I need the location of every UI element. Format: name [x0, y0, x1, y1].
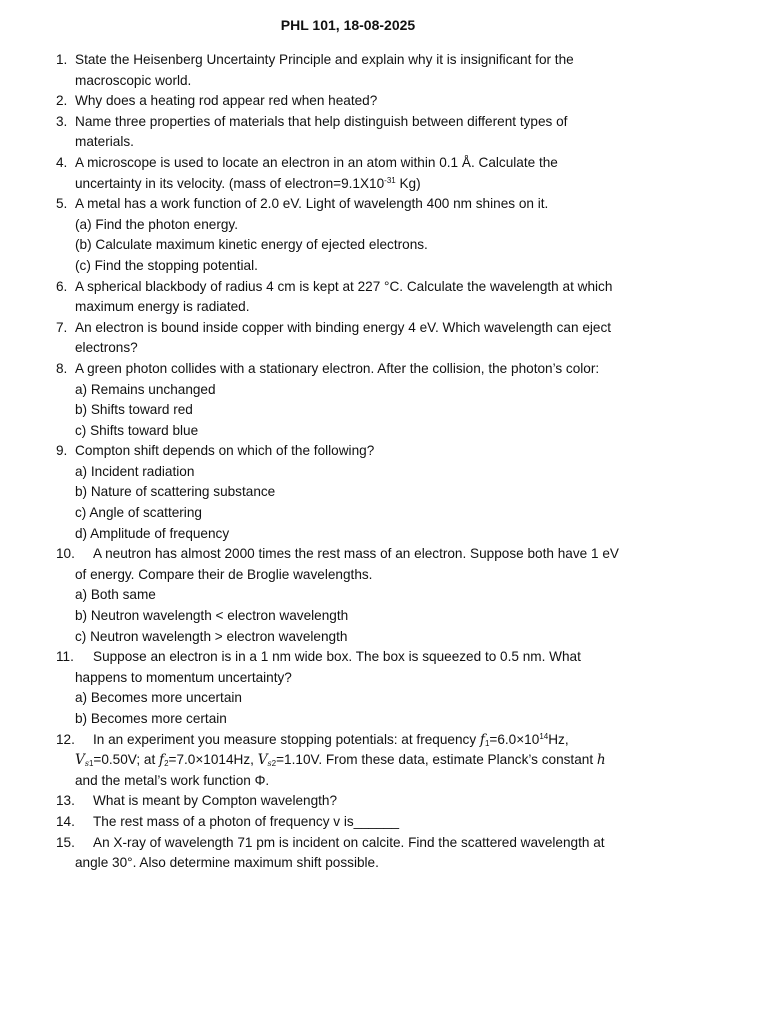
- question-text-line: maximum energy is radiated.: [75, 299, 250, 315]
- question-text-line: angle 30°. Also determine maximum shift possible.: [75, 855, 379, 871]
- question-text-line: materials.: [75, 134, 134, 150]
- question-list: [0, 50, 768, 874]
- question-number: 8.: [56, 360, 68, 376]
- question-text-line: a) Remains unchanged: [75, 381, 216, 397]
- question-text: What is meant by Compton wavelength?: [93, 793, 338, 809]
- question-text: An X-ray of wavelength 71 pm is incident on calcite. Find the scattered wavelength at: [93, 834, 605, 850]
- question-number: 6.: [56, 278, 68, 294]
- question-text-line: and the metal’s work function Φ.: [75, 772, 270, 788]
- question-text-line: of energy. Compare their de Broglie wavelengths.: [75, 566, 373, 582]
- page-title: PHL 101, 18-08-2025: [280, 17, 416, 33]
- question-item: [0, 441, 768, 544]
- question-text-line: a) Becomes more uncertain: [75, 690, 242, 706]
- question-number: 5.: [56, 196, 68, 212]
- question-item: [0, 50, 768, 91]
- question-item: [0, 359, 768, 441]
- question-number: 1.: [56, 52, 68, 67]
- question-text: A spherical blackbody of radius 4 cm is kept at 227 °C. Calculate the wavelength at which: [75, 278, 613, 294]
- question-text-line: uncertainty in its velocity. (mass of $electron=9.1X10^{-31}$ Kg): [75, 175, 421, 191]
- question-text: Name three properties of materials that help distinguish between different types of: [75, 113, 568, 129]
- question-number: 12.: [56, 731, 75, 747]
- question-text: An electron is bound inside copper with binding energy 4 eV. Which wavelength can eject: [75, 319, 612, 335]
- question-number: 7.: [56, 319, 68, 335]
- question-number: 3.: [56, 113, 68, 129]
- question-number: 2.: [56, 93, 68, 109]
- question-text-line: $V_{s1}=0.50V$; at $f_2=7.0\times 1014Hz$, $V_{s2}=1.10V$. From these data, estimate Planck’s constant h: [75, 752, 606, 769]
- question-item: [0, 112, 768, 153]
- question-text: Suppose an electron is in a 1 nm wide box. The box is squeezed to 0.5 nm. What: [93, 649, 581, 665]
- question-item: [0, 730, 768, 792]
- question-text: Compton shift depends on which of the following?: [75, 443, 375, 459]
- question-item: [0, 812, 768, 833]
- question-text: A neutron has almost 2000 times the rest mass of an electron. Suppose both have 1 eV: [93, 546, 619, 562]
- question-text: The rest mass of a photon of frequency v is______: [93, 813, 400, 829]
- question-item: [0, 318, 768, 359]
- question-item: [0, 91, 768, 112]
- question-text-line: (c) Find the stopping potential.: [75, 257, 258, 273]
- question-number: 13.: [56, 793, 75, 809]
- question-item: [0, 647, 768, 729]
- question-text-line: happens to momentum uncertainty?: [75, 669, 292, 685]
- question-item: [0, 791, 768, 812]
- question-text-line: a) Both same: [75, 587, 156, 603]
- question-text: In an experiment you measure stopping potentials: at frequency $f_1=6.0\times 10^{14}Hz$,: [93, 731, 569, 748]
- question-text: A microscope is used to locate an electron in an atom within 0.1 Å. Calculate the: [75, 154, 558, 170]
- question-item: [0, 153, 768, 194]
- question-text-line: b) Becomes more certain: [75, 711, 227, 726]
- question-text: A metal has a work function of 2.0 eV. Light of wavelength 400 nm shines on it.: [75, 196, 549, 212]
- question-number: 4.: [56, 154, 68, 170]
- question-item: [0, 277, 768, 318]
- question-number: 11.: [56, 649, 74, 665]
- question-text-line: (b) Calculate maximum kinetic energy of ejected electrons.: [75, 237, 428, 253]
- question-item: [0, 194, 768, 276]
- question-text-line: c) Shifts toward blue: [75, 422, 199, 438]
- question-number: 14.: [56, 813, 75, 829]
- question-text-line: electrons?: [75, 340, 138, 356]
- question-text: State the Heisenberg Uncertainty Principle and explain why it is insignificant for the: [75, 52, 574, 67]
- question-text-line: (a) Find the photon energy.: [75, 216, 238, 232]
- question-item: [0, 544, 768, 647]
- question-text-line: macroscopic world.: [75, 72, 192, 88]
- question-number: 10.: [56, 546, 75, 562]
- question-number: 9.: [56, 443, 68, 459]
- question-text: A green photon collides with a stationary electron. After the collision, the photon’s color:: [75, 360, 600, 376]
- question-text-line: a) Incident radiation: [75, 463, 195, 479]
- question-text-line: b) Nature of scattering substance: [75, 484, 276, 500]
- question-text-line: b) Shifts toward red: [75, 402, 193, 418]
- question-number: 15.: [56, 834, 75, 850]
- question-text-line: b) Neutron wavelength < electron wavelength: [75, 608, 349, 624]
- question-text-line: d) Amplitude of frequency: [75, 525, 230, 541]
- question-item: [0, 833, 768, 874]
- question-text-line: c) Neutron wavelength > electron wavelength: [75, 628, 348, 644]
- question-text-line: c) Angle of scattering: [75, 505, 202, 521]
- question-text: Why does a heating rod appear red when heated?: [75, 93, 378, 109]
